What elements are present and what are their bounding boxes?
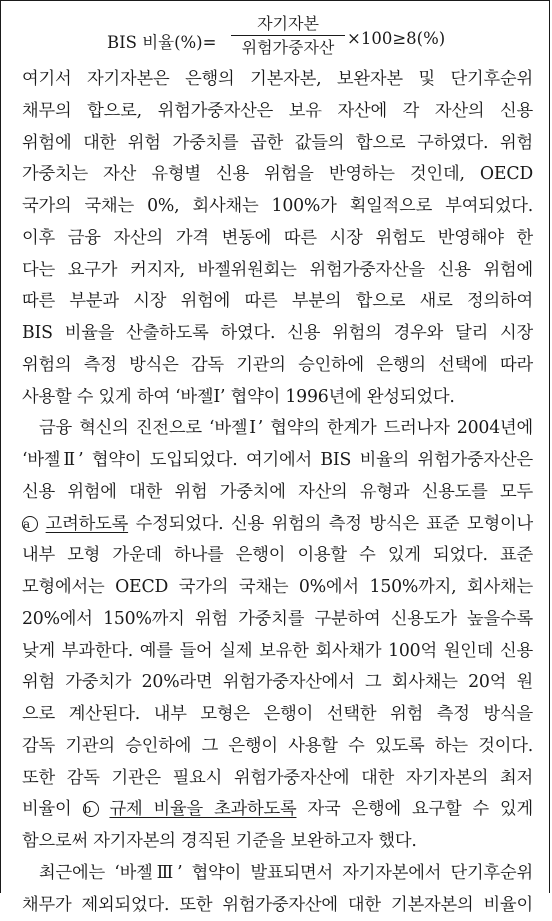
formula-fraction (229, 13, 347, 60)
text-line (22, 286, 533, 318)
text-segment: 여기서 자기자본은 은행의 기본자본, 보완자본 및 단기후순위 (22, 69, 533, 89)
text-line (22, 794, 533, 826)
bis-ratio-formula (1, 13, 549, 63)
text-segment: BIS 비율을 산출하도록 하였다. 신용 위험의 경우와 달리 시장 (22, 323, 533, 343)
text-segment (38, 514, 46, 534)
formula-numerator: 자기자본 (229, 13, 347, 35)
text-segment: 다는 요구가 커지자, 바젤위원회는 위험가중자산을 신용 위험에 (22, 260, 533, 280)
text-line (22, 890, 533, 921)
text-line (22, 572, 533, 604)
text-line (22, 350, 533, 382)
text-segment: 위험의 측정 방식은 감독 기관의 승인하에 은행의 선택에 따라 (22, 355, 533, 375)
text-line (22, 445, 533, 477)
formula-rhs: ×100≥8(%) (347, 29, 445, 48)
text-segment: 함으로써 자기자본의 경직된 기준을 보완하고자 했다. (22, 831, 417, 851)
text-segment: 위험에 대한 위험 가중치를 곱한 값들의 합으로 구하였다. 위험 (22, 133, 533, 153)
text-line (22, 64, 533, 96)
circled-marker: b (83, 801, 99, 817)
text-line (22, 509, 533, 541)
text-line (22, 858, 533, 890)
text-segment: 국가의 국채는 0%, 회사채는 100%가 획일적으로 부여되었다. (22, 196, 533, 216)
text-line (22, 128, 533, 160)
text-line (22, 382, 533, 414)
text-line (22, 826, 533, 858)
text-line (22, 699, 533, 731)
text-segment: 모형에서는 OECD 국가의 국채는 0%에서 150%까지, 회사채는 (22, 577, 533, 597)
text-line (22, 731, 533, 763)
text-segment: 20%에서 150%까지 위험 가중치를 구분하여 신용도가 높을수록 (22, 609, 533, 629)
text-segment: 으로 계산된다. 내부 모형은 은행이 선택한 위험 측정 방식을 (22, 704, 533, 724)
text-line (22, 96, 533, 128)
text-line (22, 667, 533, 699)
paragraph (22, 858, 533, 921)
paragraph (22, 413, 533, 858)
underlined-phrase: 규제 비율을 초과하도록 (110, 799, 297, 819)
formula-denominator: 위험가중자산 (229, 36, 347, 60)
text-segment: 채무의 합으로, 위험가중자산은 보유 자산에 각 자산의 신용 (22, 101, 533, 121)
text-segment: 금융 혁신의 진전으로 ‘바젤Ⅰ’ 협약의 한계가 드러나자 2004년에 (39, 418, 533, 438)
text-line (22, 413, 533, 445)
text-segment: 위험 가중치가 20%라면 위험가중자산에서 그 회사채는 20억 원 (22, 672, 533, 692)
paragraph (22, 64, 533, 413)
formula-lhs: BIS 비율(%)= (107, 29, 216, 53)
text-segment: 가중치는 자산 유형별 신용 위험을 반영하는 것인데, OECD (22, 164, 533, 184)
text-segment: 사용할 수 있게 하여 ‘바젤Ⅰ’ 협약이 1996년에 완성되었다. (22, 387, 455, 407)
text-segment: 수정되었다. 신용 위험의 측정 방식은 표준 모형이나 (128, 514, 533, 534)
text-line (22, 318, 533, 350)
text-segment: 따른 부분과 시장 위험에 따른 부분의 합으로 새로 정의하여 (22, 291, 533, 311)
text-line (22, 159, 533, 191)
body-text (22, 64, 533, 921)
text-segment: 자국 은행에 요구할 수 있게 (296, 799, 533, 819)
text-segment: 내부 모형 가운데 하나를 은행이 이용할 수 있게 되었다. 표준 (22, 545, 533, 565)
text-line (22, 223, 533, 255)
text-line (22, 763, 533, 795)
text-line (22, 636, 533, 668)
text-segment: 신용 위험에 대한 위험 가중치에 자산의 유형과 신용도를 모두 (22, 482, 533, 502)
text-segment (99, 799, 110, 819)
text-line (22, 255, 533, 287)
text-segment: 이후 금융 자산의 가격 변동에 따른 시장 위험도 반영해야 한 (22, 228, 533, 248)
underlined-phrase: 고려하도록 (46, 514, 128, 534)
text-line (22, 540, 533, 572)
text-segment: 낮게 부과한다. 예를 들어 실제 보유한 회사채가 100억 원인데 신용 (22, 641, 533, 661)
text-line (22, 604, 533, 636)
text-segment: 채무가 제외되었다. 또한 위험가중자산에 대한 기본자본의 비율이 (22, 895, 533, 915)
text-line (22, 477, 533, 509)
circled-marker: a (22, 516, 38, 532)
text-segment: 비율이 (22, 799, 83, 819)
text-segment: 또한 감독 기관은 필요시 위험가중자산에 대한 자기자본의 최저 (22, 768, 533, 788)
text-line (22, 191, 533, 223)
text-segment: ‘바젤Ⅱ’ 협약이 도입되었다. 여기에서 BIS 비율의 위험가중자산은 (22, 450, 533, 470)
text-segment: 감독 기관의 승인하에 그 은행이 사용할 수 있도록 하는 것이다. (22, 736, 533, 756)
text-segment: 최근에는 ‘바젤Ⅲ’ 협약이 발표되면서 자기자본에서 단기후순위 (39, 863, 533, 883)
